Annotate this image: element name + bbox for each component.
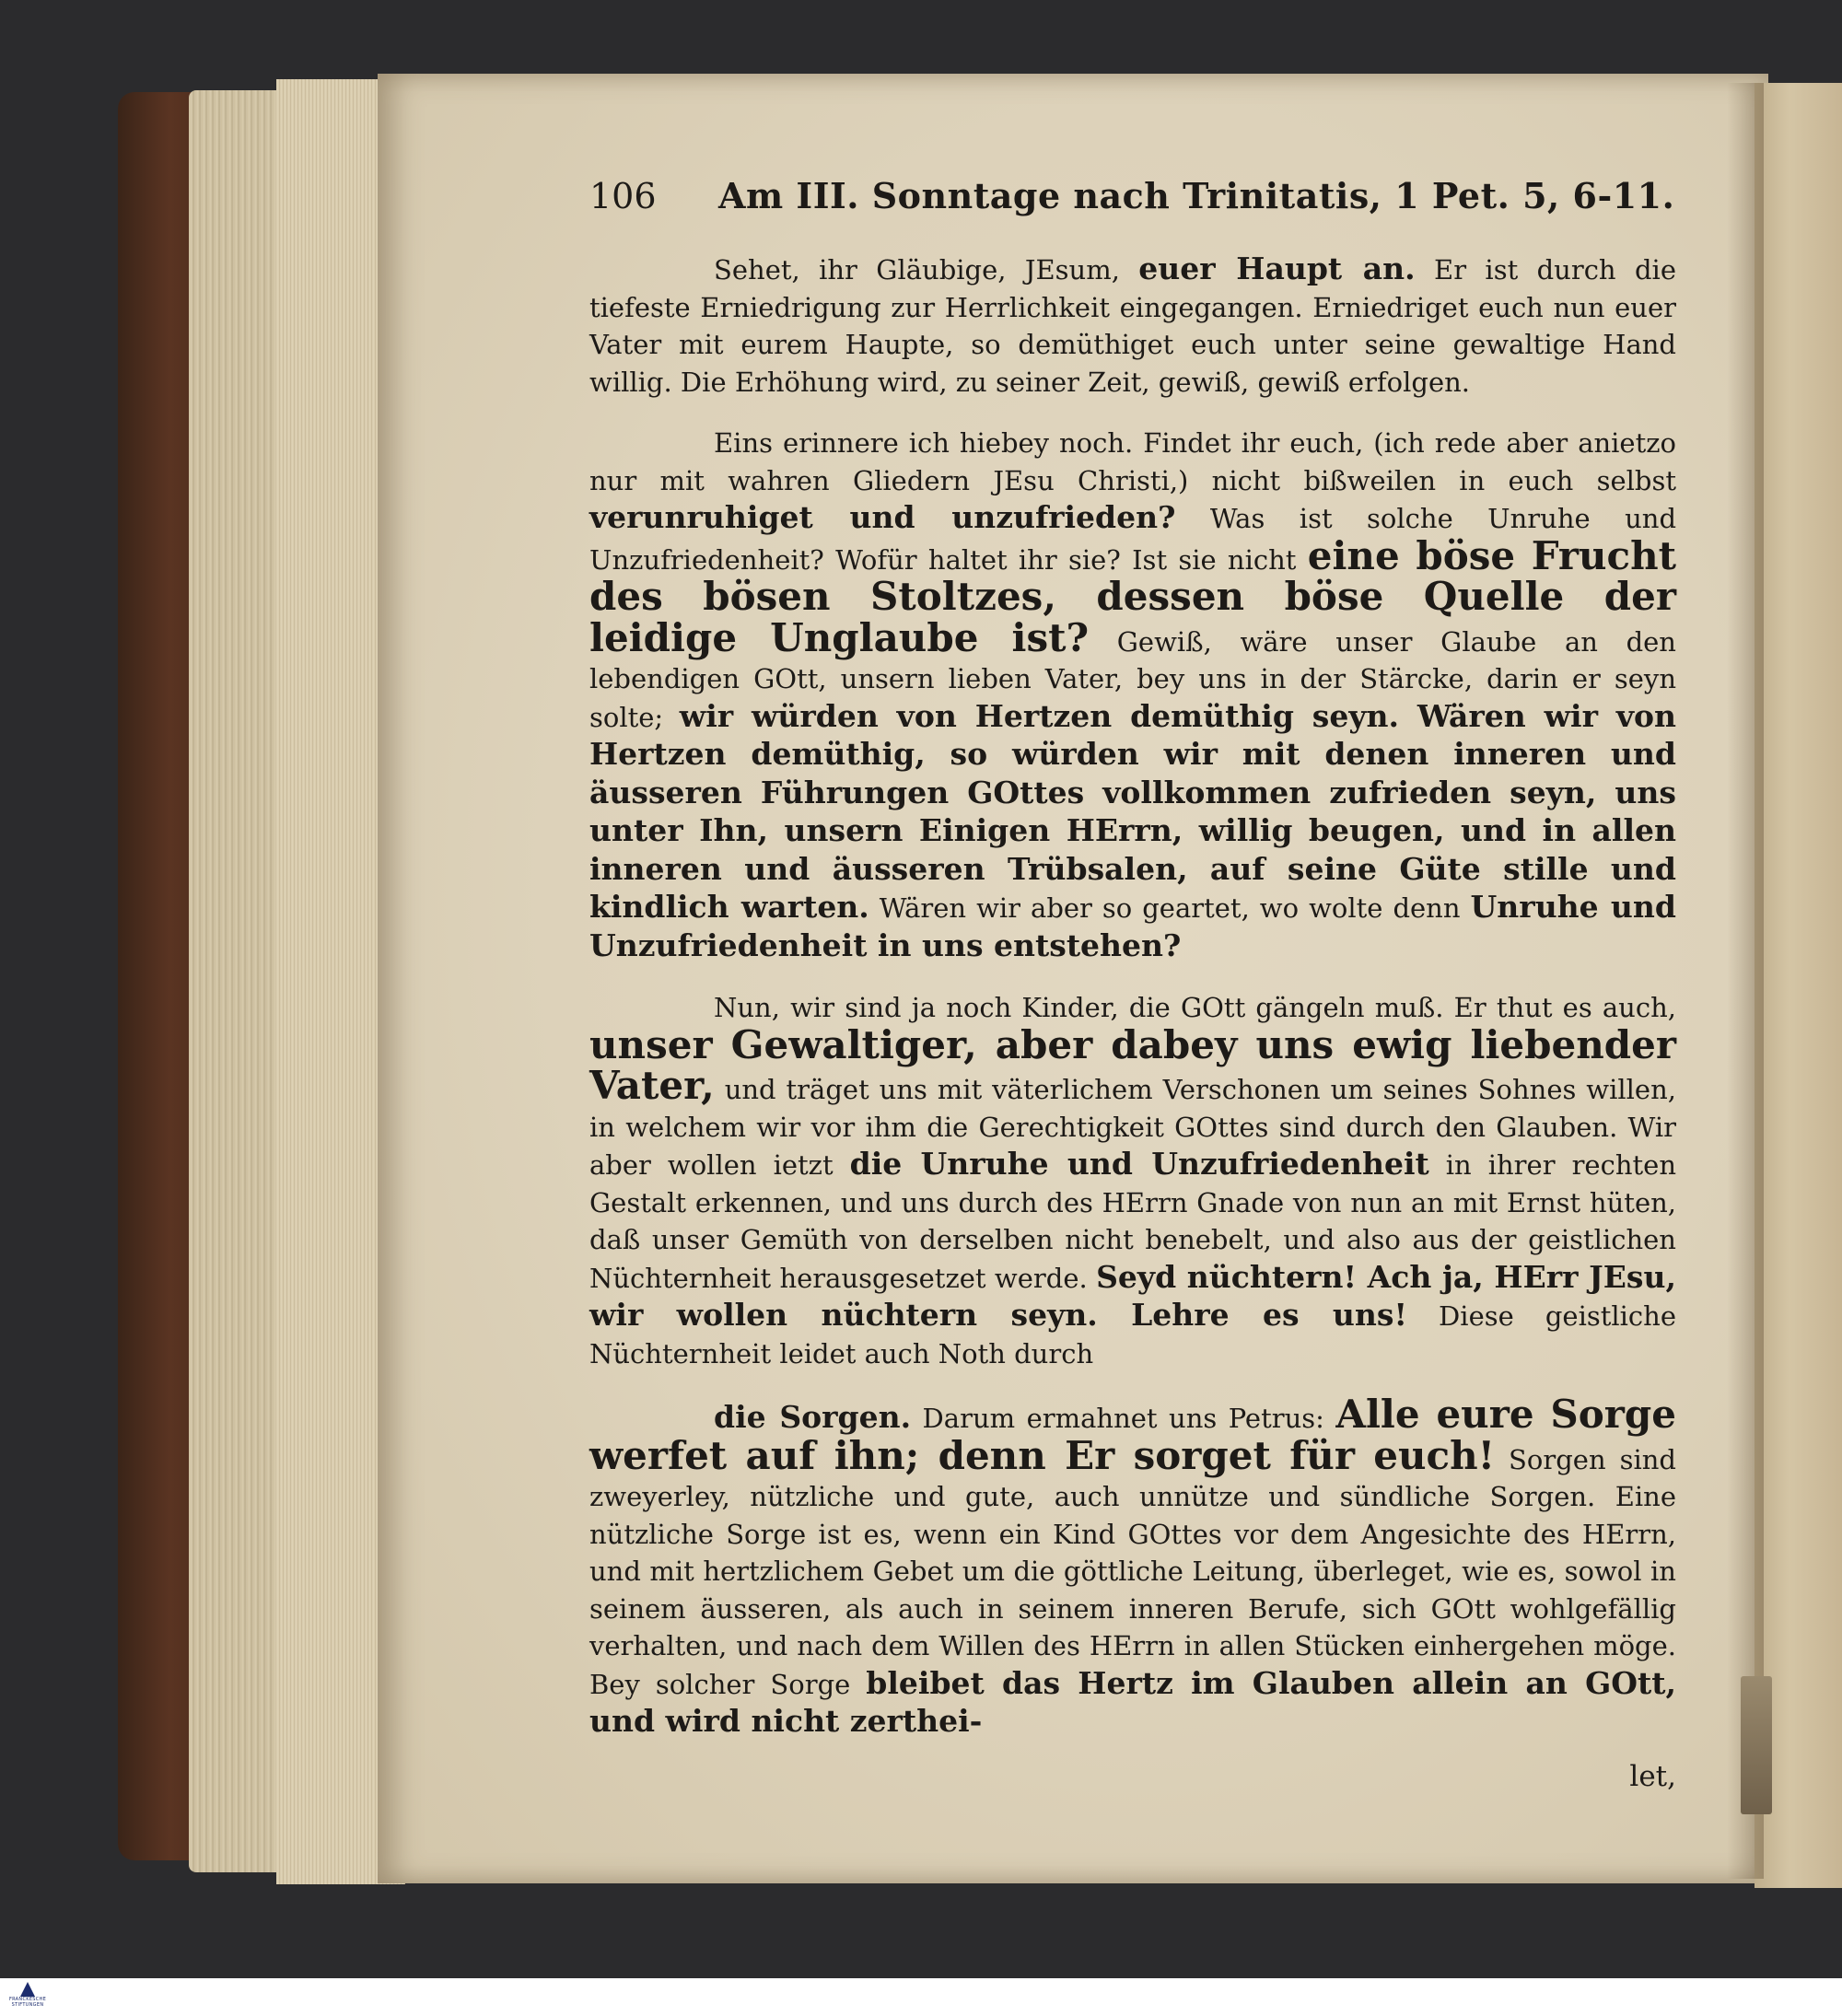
text-segment: bleibet das Hertz im Glauben allein an GOtt, und wird nicht zerthei- <box>589 1664 1676 1739</box>
page-header <box>589 175 1676 230</box>
page-text-block <box>589 175 1676 1793</box>
body-text <box>589 251 1676 1742</box>
text-segment: Was ist solche Unruhe und Unzufriedenheit? Wofür haltet ihr sie? Ist sie nicht <box>589 503 1677 576</box>
text-segment: eine böse Frucht des bösen Stoltzes, dessen böse Quelle der leidige Unglaube ist? <box>589 532 1677 660</box>
logo-line-2: STIFTUNGEN <box>11 2002 44 2008</box>
text-segment: Wären wir aber so geartet, wo wolte denn <box>869 892 1471 924</box>
logo-icon <box>20 1982 35 1997</box>
text-segment: Sorgen sind zweyerley, nützliche und gute, auch unnütze und sündliche Sorgen. Eine nützliche Sorge ist es, wenn ein Kind GOttes vor dem Angesichte des HErrn, und mit hertzlichem Gebet um die göttliche Leitung, überleget, wie es, sowol in seinem äusseren, als auch in seinem inneren Berufe, sich GOtt wohlgefällig verhalten, und nach dem Willen des HErrn in allen Stücken einhergehen möge. Bey solcher Sorge <box>589 1443 1676 1700</box>
text-segment: verunruhiget und unzufrieden? <box>589 499 1176 535</box>
text-segment: Nun, wir sind ja noch Kinder, die GOtt gängeln muß. Er thut es auch, <box>714 992 1676 1023</box>
text-segment: unser Gewaltiger, aber dabey uns ewig liebender Vater, <box>589 1021 1676 1108</box>
text-segment: Seyd nüchtern! Ach ja, HErr JEsu, wir wollen nüchtern seyn. Lehre es uns! <box>589 1258 1676 1333</box>
logo-line-1: FRANCKESCHE <box>8 1997 47 2002</box>
institution-logo <box>6 1982 50 2013</box>
paragraph <box>589 1392 1676 1742</box>
text-segment: Er ist durch die tiefeste Erniedrigung zur Herrlichkeit eingegangen. Erniedriget euch nun euer Vater mit eurem Haupte, so demüthiget euch unter seine gewaltige Hand willig. Die Erhöhung wird, zu seiner Zeit, gewiß, gewiß erfolgen. <box>589 254 1676 398</box>
paragraph <box>589 425 1676 965</box>
paragraph <box>589 251 1676 401</box>
running-head: Am III. Sonntage nach Trinitatis, 1 Pet. 5, 6-11. <box>718 175 1675 216</box>
text-segment: Eins erinnere ich hiebey noch. Findet ihr euch, (ich rede aber anietzo nur mit wahren Gliedern JEsu Christi,) nicht bißweilen in euch selbst <box>589 427 1676 496</box>
text-segment: Sehet, ihr Gläubige, JEsum, <box>714 254 1139 286</box>
text-segment: und träget uns mit väterlichem Verschonen um seines Sohnes willen, in welchem wir vor ihm die Gerechtigkeit GOttes sind durch den Glauben. Wir aber wollen ietzt <box>589 1074 1676 1181</box>
text-segment: euer Haupt an. <box>1138 251 1416 286</box>
text-segment: Alle eure Sorge werfet auf ihn; denn Er sorget für euch! <box>589 1392 1676 1478</box>
text-segment: Darum ermahnet uns Petrus: <box>911 1403 1336 1434</box>
bookmark-ribbon <box>1741 1676 1772 1814</box>
text-segment: die Sorgen. <box>714 1399 912 1435</box>
gutter-shadow <box>1727 83 1764 1879</box>
page-number: 106 <box>589 176 657 216</box>
text-segment: in ihrer rechten Gestalt erkennen, und uns durch des HErrn Gnade von nun an mit Ernst hüten, daß unser Gemüth von derselben nicht benebelt, und also aus der geistlichen Nüchternheit herausgesetzet werde. <box>589 1149 1677 1294</box>
text-segment: Diese geistliche Nüchternheit leidet auch Noth durch <box>589 1300 1677 1369</box>
facing-page-edge <box>1755 83 1842 1888</box>
text-segment: Gewiß, wäre unser Glaube an den lebendigen GOtt, unsern lieben Vater, bey uns in der Stärcke, darin er seyn solte; <box>589 625 1676 733</box>
text-segment: Unruhe und Unzufriedenheit in uns entstehen? <box>589 889 1676 963</box>
catchword: let, <box>1629 1759 1676 1793</box>
viewer-footer <box>0 1978 1842 2016</box>
text-segment: die Unruhe und Unzufriedenheit <box>849 1146 1429 1182</box>
text-segment: wir würden von Hertzen demüthig seyn. Wären wir von Hertzen demüthig, so würden wir mit denen inneren und äusseren Führungen GOttes vollkommen zufrieden seyn, uns unter Ihn, unsern Einigen HErrn, willig beugen, und in allen inneren und äusseren Trübsalen, auf seine Güte stille und kindlich warten. <box>589 697 1676 925</box>
paragraph <box>589 989 1676 1372</box>
